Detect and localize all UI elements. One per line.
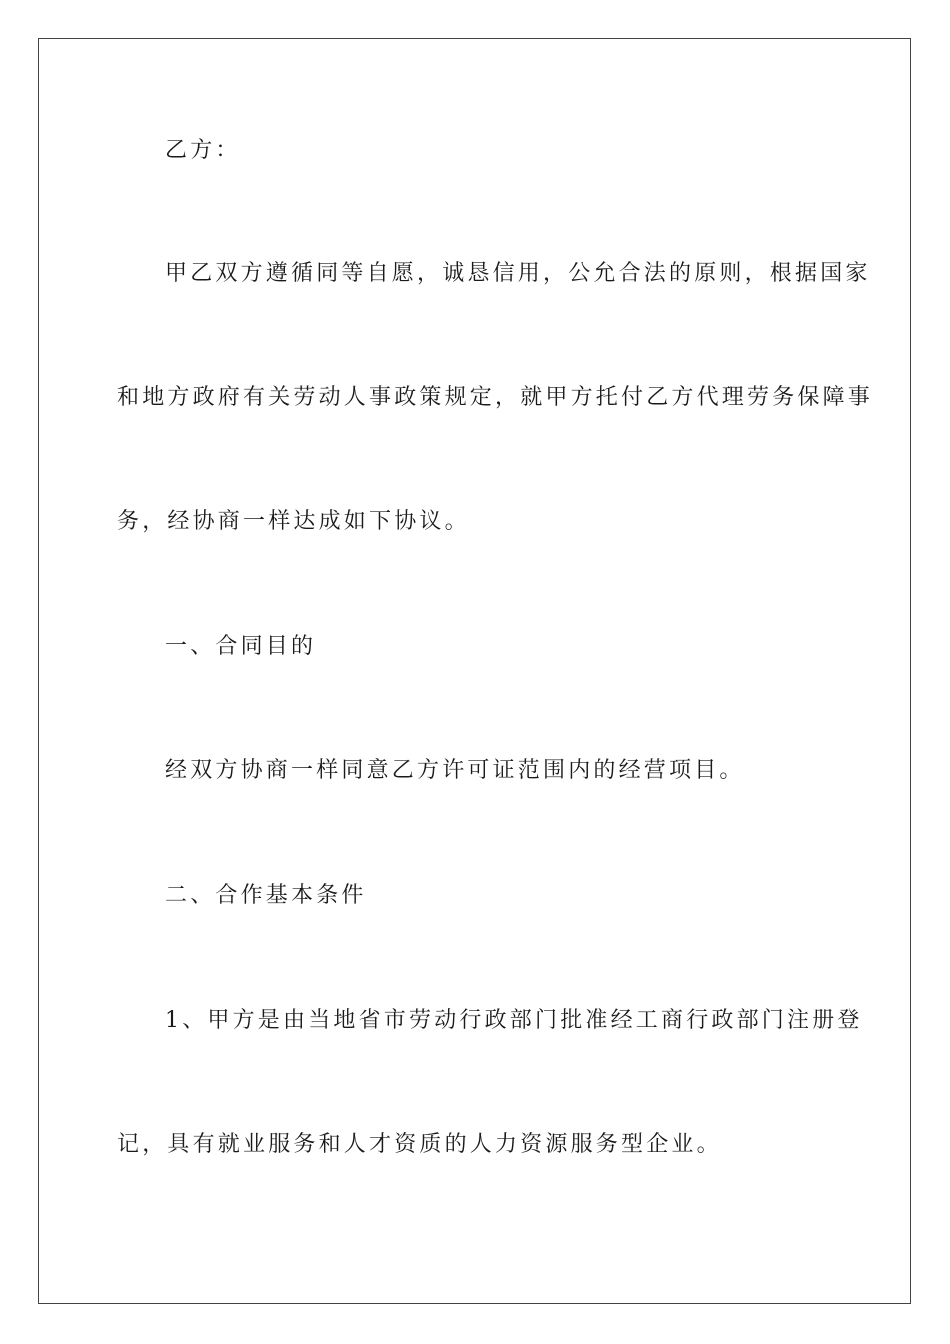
clause-1-line-2: 记，具有就业服务和人才资质的人力资源服务型企业。 [117,1132,722,1157]
intro-paragraph-line-2: 和地方政府有关劳动人事政策规定，就甲方托付乙方代理劳务保障事 [117,385,874,410]
page-border [38,38,911,1304]
intro-paragraph-line-3: 务，经协商一样达成如下协议。 [117,509,470,534]
section-heading-2: 二、合作基本条件 [165,883,367,908]
section-heading-1: 一、合同目的 [165,634,317,659]
intro-paragraph-line-1: 甲乙双方遵循同等自愿，诚恳信用，公允合法的原则，根据国家 [165,261,871,286]
clause-1-line-1: 1、甲方是由当地省市劳动行政部门批准经工商行政部门注册登 [165,1008,863,1033]
party-b-label: 乙方： [165,138,241,163]
section-1-body: 经双方协商一样同意乙方许可证范围内的经营项目。 [165,758,745,783]
